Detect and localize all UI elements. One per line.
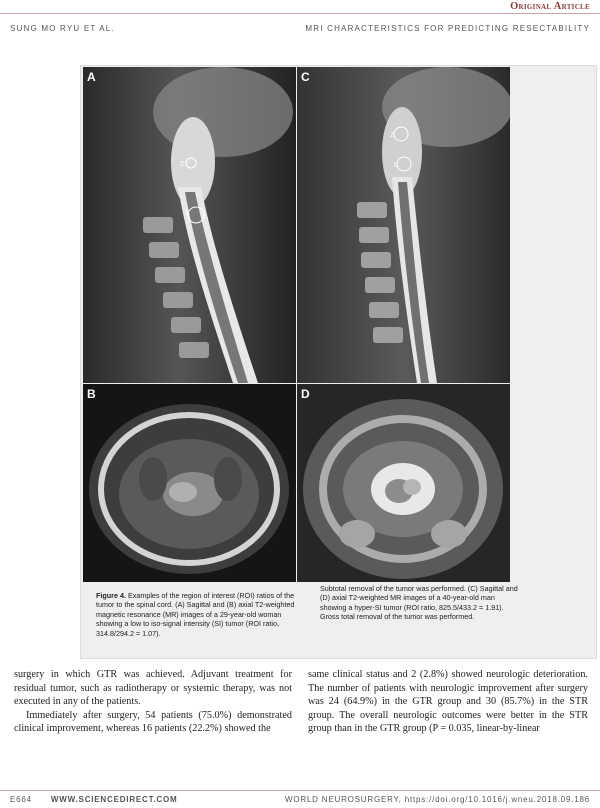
body-paragraph: Immediately after surgery, 54 patients (75.0%) demonstrated clinical improvement, whereas 16 patients (22.2%) showed the — [14, 709, 292, 734]
figure-caption-right — [320, 584, 520, 622]
panel-label-d: D — [301, 387, 310, 401]
figure-panel-c — [297, 67, 510, 383]
roi-label-2-c: 2 — [390, 132, 394, 139]
sagittal-mri-image-c — [297, 67, 510, 383]
sagittal-mri-image-a — [83, 67, 296, 383]
body-column-left — [14, 668, 292, 736]
figure-panel-a — [83, 67, 296, 383]
body-paragraph: surgery in which GTR was achieved. Adjuvant treatment for residual tumor, such as radiotherapy or systemic therapy, was not executed in any of the patients. — [14, 669, 292, 707]
axial-mri-image-b — [83, 384, 296, 582]
figure-caption-right-text: Subtotal removal of the tumor was performed. (C) Sagittal and (D) axial T2-weighted MR images of a 40-year-old man showing a hyper-SI tumor (ROI ratio, 825.5/433.2 = 1.91). Gross total removal of the tumor was performed. — [320, 584, 518, 622]
section-tag: Original Article — [510, 1, 590, 12]
doi-link[interactable]: https://doi.org/10.1016/j.wneu.2018.09.186 — [404, 795, 590, 804]
roi-label-1-a: 1 — [185, 210, 189, 217]
figure-panel-b — [83, 384, 296, 582]
footer-rule — [0, 790, 600, 791]
footer-left — [10, 795, 178, 804]
running-head-authors: SUNG MO RYU ET AL. — [10, 24, 115, 33]
body-column-right — [308, 668, 588, 736]
figure-caption-left-text: Examples of the region of interest (ROI) ratios of the tumor to the spinal cord. (A) Sagittal and (B) axial T2-weighted magnetic resonance (MR) images of a 29-year-old woman showing a low to iso-signal intensity (SI) tumor (ROI ratio, 314.8/294.2 = 1.07). — [96, 591, 295, 638]
page-number: E664 — [10, 795, 32, 804]
body-paragraph: same clinical status and 2 (2.8%) showed neurologic deterioration. The number of patients with neurologic improvement after surgery was 24 (64.9%) in the GTR group and 30 (85.7%) in the STR group. The overall neurologic outcomes were better in the STR group than in the GTR group (P = 0.035, linear-by-linear — [308, 669, 588, 734]
journal-name: WORLD NEUROSURGERY, — [284, 795, 402, 804]
panel-label-a: A — [87, 70, 96, 84]
axial-mri-image-d — [297, 384, 510, 582]
figure-caption-left — [96, 591, 301, 638]
roi-label-2-a: 2 — [180, 161, 184, 168]
header-rule — [0, 13, 600, 14]
figure-panel-d — [297, 384, 510, 582]
panel-label-b: B — [87, 387, 96, 401]
running-head-title: MRI CHARACTERISTICS FOR PREDICTING RESECTABILITY — [305, 24, 590, 33]
footer-right — [285, 795, 590, 804]
footer-site-link[interactable]: WWW.SCIENCEDIRECT.COM — [50, 795, 178, 804]
panel-label-c: C — [301, 70, 310, 84]
figure-caption-title: Figure 4. — [96, 591, 126, 600]
roi-label-1-c: 1 — [393, 162, 397, 169]
